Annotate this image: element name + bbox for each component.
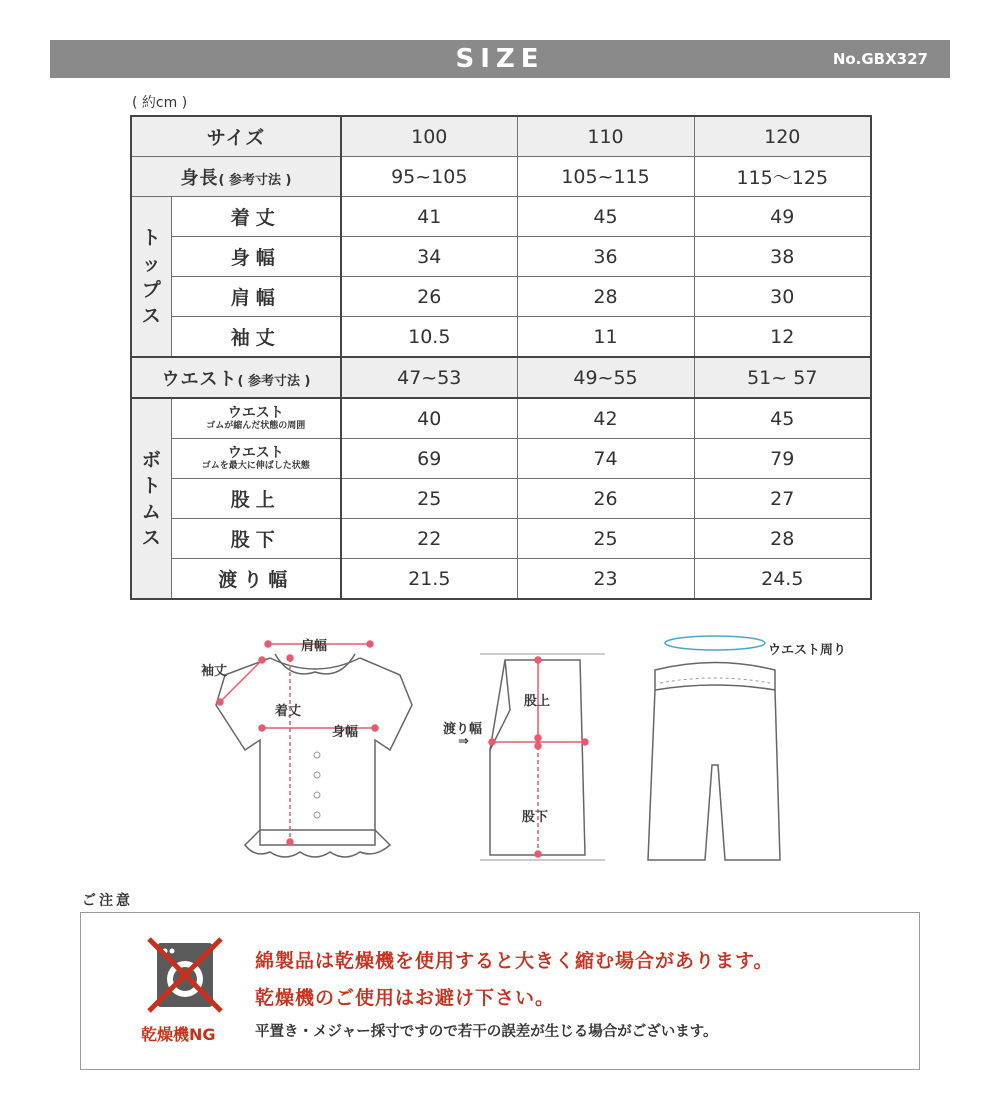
pants-front-diagram [640,625,790,865]
table-cell: 105~115 [517,157,694,197]
table-cell: 45 [517,197,694,237]
table-cell: 28 [517,277,694,317]
note-line-2: 乾燥機のご使用はお避け下さい。 [255,987,556,1009]
table-cell: 45 [694,398,871,439]
row-label [171,398,341,439]
size-120-header: 120 [694,116,871,157]
size-table [130,115,872,600]
note-line-1: 綿製品は乾燥機を使用すると大きく縮む場合があります。 [255,950,774,972]
table-row [131,357,871,398]
table-cell: 40 [341,398,517,439]
table-cell: 42 [517,398,694,439]
table-cell: 41 [341,197,517,237]
table-cell: 25 [517,519,694,559]
table-cell: 27 [694,479,871,519]
table-cell: 49~55 [517,357,694,398]
size-header-label: サイズ [131,116,341,157]
label-shoulder: 肩幅 [301,639,328,654]
table-cell: 51~ 57 [694,357,871,398]
size-banner [50,40,950,78]
table-cell: 34 [341,237,517,277]
table-row [131,439,871,479]
table-row [131,237,871,277]
row-label: 股下 [171,519,341,559]
table-row [131,317,871,358]
waist-label-cell [131,357,341,398]
notes-title: ご注意 [82,893,133,909]
table-cell: 49 [694,197,871,237]
table-row [131,519,871,559]
bottoms-char: ス [141,526,161,549]
table-cell: 25 [341,479,517,519]
height-label-cell [131,157,341,197]
unit-note: ( 約cm ) [132,95,188,111]
row-label: 渡り幅 [171,559,341,600]
table-cell: 28 [694,519,871,559]
row-label: 袖丈 [171,317,341,358]
table-cell: 36 [517,237,694,277]
tops-char: ッ [141,252,161,275]
no-dryer-icon [145,935,225,1015]
label-length: 着丈 [275,704,302,719]
table-cell: 26 [341,277,517,317]
table-cell: 23 [517,559,694,600]
table-header-row [131,116,871,157]
bottoms-char: ム [141,500,161,523]
table-cell: 26 [517,479,694,519]
thigh-arrow-icon: ⇒ [458,734,469,749]
tops-char: プ [141,278,161,301]
banner-title: SIZE [455,44,545,74]
table-cell: 95~105 [341,157,517,197]
table-row [131,157,871,197]
table-row [131,559,871,600]
tops-group-label [131,197,171,358]
top-diagram [200,630,430,870]
table-row [131,479,871,519]
height-ref: ( 参考寸法 ) [218,172,292,188]
bottoms-char: ボ [141,448,161,471]
row-label-sub: ゴムが縮んだ状態の周囲 [206,420,306,431]
size-100-header: 100 [341,116,517,157]
table-row [131,277,871,317]
table-cell: 24.5 [694,559,871,600]
table-cell: 47~53 [341,357,517,398]
row-label-main: ウエスト [227,444,284,461]
table-cell: 115～125 [694,157,871,197]
label-sleeve: 袖丈 [201,664,228,679]
label-thigh: 渡り幅 [443,722,483,737]
table-cell: 30 [694,277,871,317]
height-label: 身長 [180,167,219,189]
table-cell: 69 [341,439,517,479]
bottoms-group-label [131,398,171,599]
row-label-main: ウエスト [227,404,284,421]
pants-side-diagram [480,650,610,865]
table-cell: 38 [694,237,871,277]
table-cell: 74 [517,439,694,479]
table-cell: 22 [341,519,517,559]
row-label-sub: ゴムを最大に伸ばした状態 [201,460,310,471]
waist-ref: ( 参考寸法 ) [237,373,311,389]
label-waist-around: ウエスト周り [768,643,847,658]
row-label: 肩幅 [171,277,341,317]
table-cell: 10.5 [341,317,517,358]
label-inseam: 股下 [522,810,549,825]
bottoms-char: ト [141,474,161,497]
table-cell: 79 [694,439,871,479]
row-label: 股上 [171,479,341,519]
row-label: 着丈 [171,197,341,237]
table-cell: 11 [517,317,694,358]
label-rise: 股上 [524,694,551,709]
tops-char: ト [141,226,161,249]
row-label: 身幅 [171,237,341,277]
table-cell: 21.5 [341,559,517,600]
row-label [171,439,341,479]
table-row [131,398,871,439]
label-chest: 身幅 [332,725,359,740]
table-row [131,197,871,237]
waist-label: ウエスト [161,368,238,390]
table-cell: 12 [694,317,871,358]
note-line-3: 平置き・メジャー採寸ですので若干の誤差が生じる場合がございます。 [255,1024,718,1040]
dryer-ng-label: 乾燥機NG [141,1025,216,1044]
product-number: No.GBX327 [832,50,928,68]
tops-char: ス [141,304,161,327]
size-110-header: 110 [517,116,694,157]
